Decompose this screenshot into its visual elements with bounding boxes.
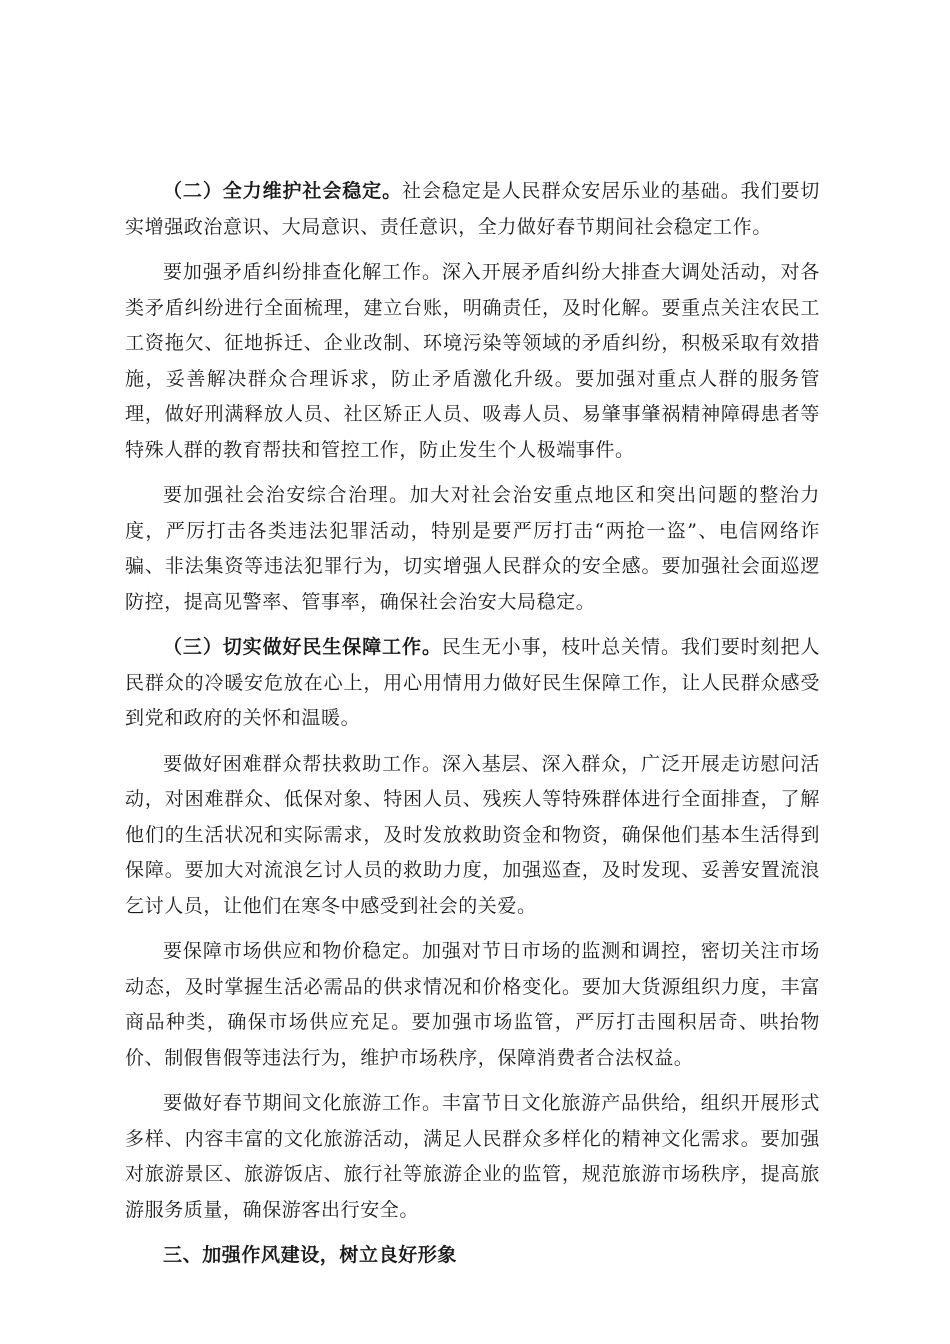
paragraph-text: 要做好困难群众帮扶救助工作。深入基层、深入群众，广泛开展走访慰问活动，对困难群众、低保对象、特困人员、残疾人等特殊群体进行全面排查，了解他们的生活状况和实际需求，及时发放救助资金和物资，确保他们基本生活得到保障。要加大对流浪乞讨人员的救助力度，加强巡查，及时发现、妥善安置流浪乞讨人员，让他们在寒冬中感受到社会的关爱。: [125, 752, 820, 917]
paragraph-livelihood: [125, 630, 820, 737]
paragraph-culture-tourism: [125, 1086, 820, 1228]
paragraph-market-supply: [125, 934, 820, 1076]
paragraph-text: 社会稳定是人民群众安居乐业的基础。我们要切实增强政治意识、大局意识、责任意识，全力做好春节期间社会稳定工作。: [125, 180, 820, 238]
paragraph-text: 要加强社会治安综合治理。加大对社会治安重点地区和突出问题的整治力度，严厉打击各类违法犯罪活动，特别是要严厉打击“两抢一盗”、电信网络诈骗、非法集资等违法犯罪行为，切实增强人民群众的安全感。要加强社会面巡逻防控，提高见警率、管事率，确保社会治安大局稳定。: [125, 484, 820, 613]
paragraph-text: 民生无小事，枝叶总关情。我们要时刻把人民群众的冷暖安危放在心上，用心用情用力做好民生保障工作，让人民群众感受到党和政府的关怀和温暖。: [125, 636, 820, 729]
document-body: [125, 174, 820, 1274]
paragraph-social-stability: [125, 174, 820, 245]
paragraph-text: 要加强矛盾纠纷排查化解工作。深入开展矛盾纠纷大排查大调处活动，对各类矛盾纠纷进行全面梳理，建立台账，明确责任，及时化解。要重点关注农民工工资拖欠、征地拆迁、企业改制、环境污染等领域的矛盾纠纷，积极采取有效措施，妥善解决群众合理诉求，防止矛盾激化升级。要加强对重点人群的服务管理，做好刑满释放人员、社区矫正人员、吸毒人员、易肇事肇祸精神障碍患者等特殊人群的教育帮扶和管控工作，防止发生个人极端事件。: [125, 261, 820, 461]
paragraph-lead: （三）切实做好民生保障工作。: [163, 636, 442, 658]
paragraph-public-security: [125, 478, 820, 620]
section-heading: 三、加强作风建设，树立良好形象: [163, 1244, 458, 1266]
paragraph-lead: （二）全力维护社会稳定。: [163, 180, 403, 202]
paragraph-text: 要保障市场供应和物价稳定。加强对节日市场的监测和调控，密切关注市场动态，及时掌握生活必需品的供求情况和价格变化。要加大货源组织力度，丰富商品种类，确保市场供应充足。要加强市场监管，严厉打击囤积居奇、哄抬物价、制假售假等违法行为，维护市场秩序，保障消费者合法权益。: [125, 940, 820, 1069]
paragraph-dispute-resolution: [125, 255, 820, 468]
paragraph-text: 要做好春节期间文化旅游工作。丰富节日文化旅游产品供给，组织开展形式多样、内容丰富的文化旅游活动，满足人民群众多样化的精神文化需求。要加强对旅游景区、旅游饭店、旅行社等旅游企业的监管，规范旅游市场秩序，提高旅游服务质量，确保游客出行安全。: [125, 1092, 820, 1221]
paragraph-poverty-relief: [125, 747, 820, 925]
